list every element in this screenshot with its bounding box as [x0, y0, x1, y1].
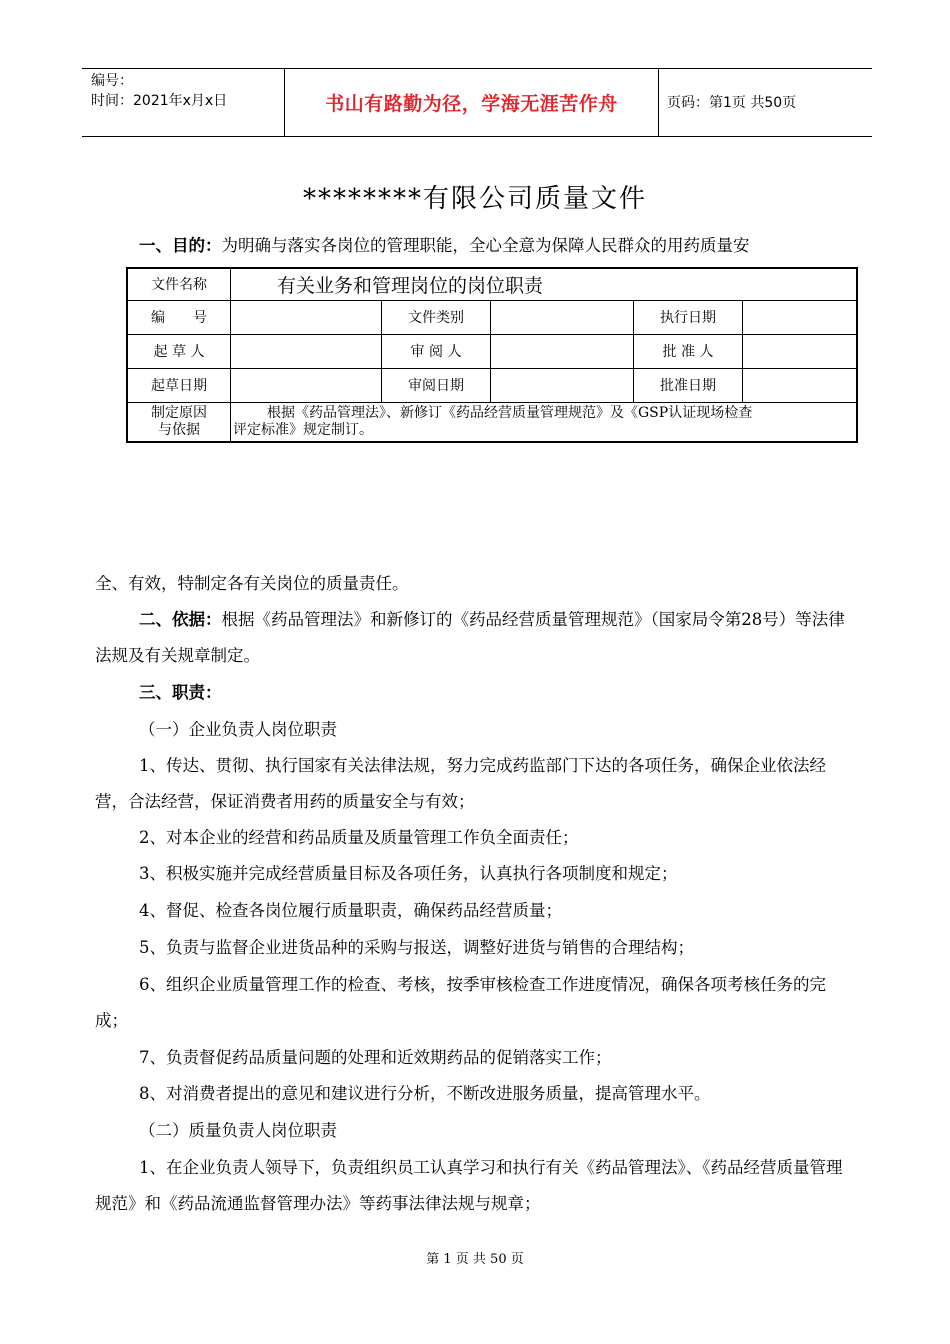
approve-date-label: 批准日期: [634, 368, 743, 402]
header-motto-cell: [284, 69, 659, 136]
table-row: [127, 368, 857, 402]
basis-text-line-2: 评定标准》规定制订。: [233, 421, 373, 438]
category-value: [491, 300, 634, 334]
reviewer-value: [491, 334, 634, 368]
basis-label-line-2: 与依据: [158, 421, 200, 438]
purpose-text-a: 为明确与落实各岗位的管理职能，全心全意为保障人民群众的用药质量安: [221, 236, 750, 255]
document-time-label: 时间：2021年x月x日: [91, 93, 228, 109]
section1-item-4: 4、督促、检查各岗位履行质量职责，确保药品经营质量；: [139, 901, 562, 920]
purpose-line-1: [95, 228, 857, 264]
file-name-label: 文件名称: [127, 268, 231, 300]
file-name-value: 有关业务和管理岗位的岗位职责: [231, 268, 858, 300]
review-date-label: 审阅日期: [382, 368, 491, 402]
section1-item-5: 5、负责与监督企业进货品种的采购与报送，调整好进货与销售的合理结构；: [139, 938, 694, 957]
document-number-label: 编号：: [91, 73, 133, 89]
drafter-value: [231, 334, 382, 368]
section1-item-1: 1、传达、贯彻、执行国家有关法律法规，努力完成药监部门下达的各项任务，确保企业依法经营，合法经营，保证消费者用药的质量安全与有效；: [95, 756, 826, 811]
basis-text: 根据《药品管理法》和新修订的《药品经营质量管理规范》（国家局令第28号）等法律法规及有关规章制定。: [95, 610, 845, 665]
header-page-info-cell: [659, 69, 872, 136]
review-date-value: [491, 368, 634, 402]
category-label: 文件类别: [382, 300, 491, 334]
basis-text-line-1: 根据《药品管理法》、新修订《药品经营质量管理规范》及《GSP认证现场检查: [267, 404, 753, 421]
exec-date-value: [743, 300, 858, 334]
document-title: ********有限公司质量文件: [302, 184, 647, 214]
duties-label: 三、职责：: [139, 683, 222, 702]
basis-label-cell: [127, 402, 231, 442]
page-footer: 第 1 页 共 50 页: [426, 1252, 524, 1267]
purpose-line-2: 全、有效，特制定各有关岗位的质量责任。: [95, 574, 409, 593]
section1-item-8: 8、对消费者提出的意见和建议进行分析，不断改进服务质量，提高管理水平。: [139, 1084, 711, 1103]
approver-label: 批 准 人: [634, 334, 743, 368]
reviewer-label: 审 阅 人: [382, 334, 491, 368]
section1-item-2: 2、对本企业的经营和药品质量及质量管理工作负全面责任；: [139, 828, 579, 847]
table-row: [127, 402, 857, 442]
exec-date-label: 执行日期: [634, 300, 743, 334]
basis-paragraph: [95, 602, 857, 674]
section2-item-1: 1、在企业负责人领导下，负责组织员工认真学习和执行有关《药品管理法》、《药品经营质量管理规范》和《药品流通监督管理办法》等药事法律法规与规章；: [95, 1158, 843, 1213]
header-left: [82, 69, 284, 136]
section1-item-7: 7、负责督促药品质量问题的处理和近效期药品的促销落实工作；: [139, 1048, 612, 1067]
document-info-table: [126, 267, 858, 443]
approve-date-value: [743, 368, 858, 402]
section1-item-3: 3、积极实施并完成经营质量目标及各项任务，认真执行各项制度和规定；: [139, 864, 678, 883]
table-row: [127, 334, 857, 368]
motto-text: 书山有路勤为径，学海无涯苦作舟: [325, 93, 618, 115]
section1-item-6: 6、组织企业质量管理工作的检查、考核，按季审核检查工作进度情况，确保各项考核任务的完成；: [95, 975, 826, 1030]
page-info: 页码：第1页 共50页: [667, 94, 797, 111]
number-label: 编 号: [127, 300, 231, 334]
basis-text-cell: [231, 402, 858, 442]
draft-date-value: [231, 368, 382, 402]
draft-date-label: 起草日期: [127, 368, 231, 402]
section1-title: （一）企业负责人岗位职责: [139, 720, 337, 739]
table-row: [127, 268, 857, 300]
purpose-label: 一、目的：: [139, 236, 222, 255]
section2-title: （二）质量负责人岗位职责: [139, 1121, 337, 1140]
table-row: [127, 300, 857, 334]
page-header: [82, 68, 872, 137]
approver-value: [743, 334, 858, 368]
drafter-label: 起 草 人: [127, 334, 231, 368]
basis-label-line-1: 制定原因: [151, 404, 207, 421]
basis-label: 二、依据：: [139, 610, 222, 629]
number-value: [231, 300, 382, 334]
